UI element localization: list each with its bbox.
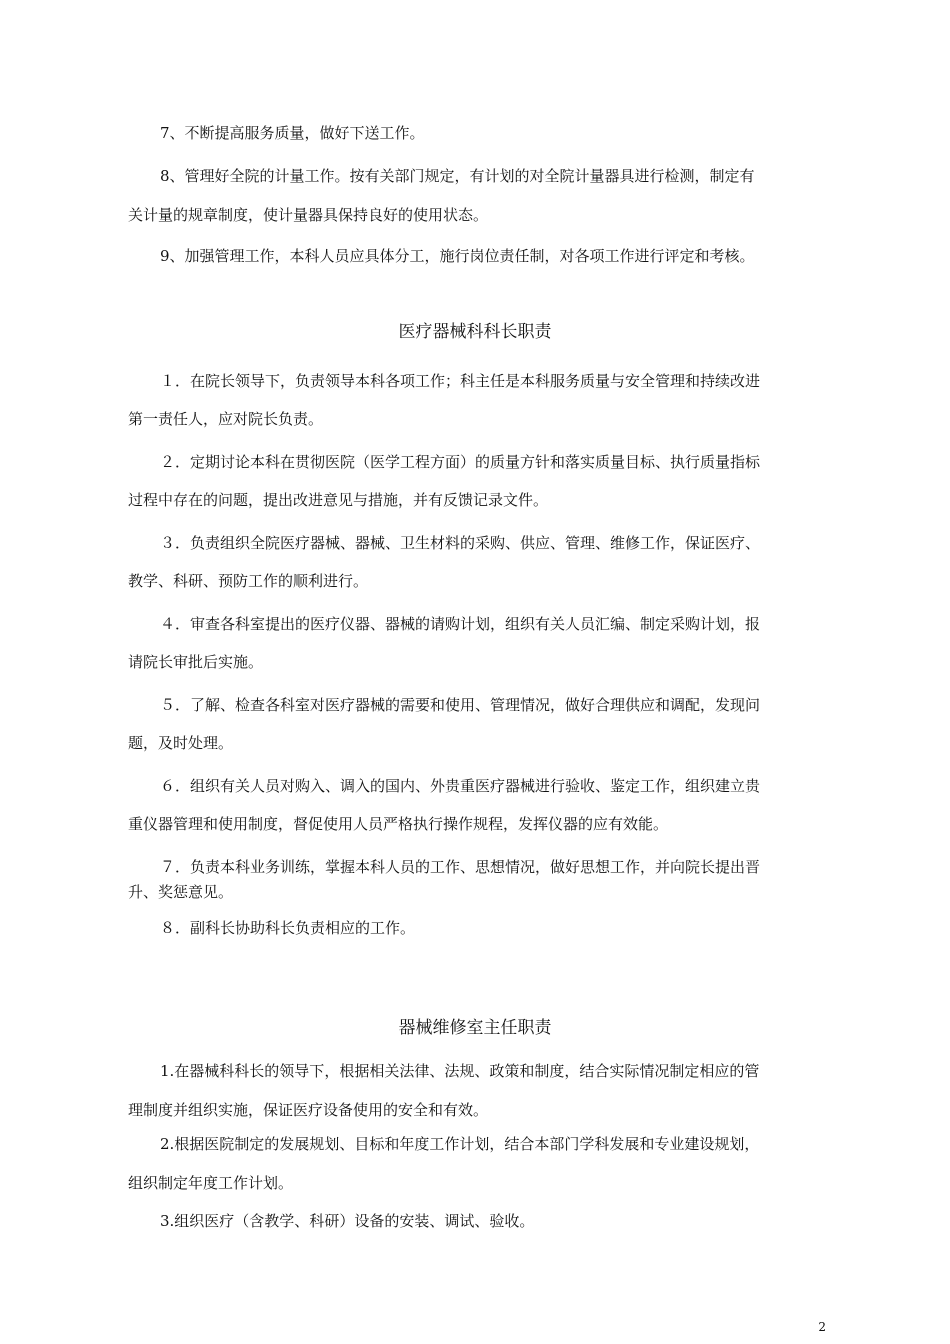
duty-1-line1: １．在院长领导下，负责领导本科各项工作；科主任是本科服务质量与安全管理和持续改进 xyxy=(160,372,761,390)
duty-7-line2: 升、奖惩意见。 xyxy=(128,883,234,901)
duty-4-line2: 请院长审批后实施。 xyxy=(128,653,264,671)
item-8-line2: 关计量的规章制度，使计量器具保持良好的使用状态。 xyxy=(128,206,489,224)
repair-duty-2-line1: 2.根据医院制定的发展规划、目标和年度工作计划，结合本部门学科发展和专业建设规划， xyxy=(160,1135,760,1153)
duty-3-line1: ３．负责组织全院医疗器械、器械、卫生材料的采购、供应、管理、维修工作，保证医疗、 xyxy=(160,534,761,552)
duty-6-line1: ６．组织有关人员对购入、调入的国内、外贵重医疗器械进行验收、鉴定工作，组织建立贵 xyxy=(160,777,761,795)
section-title-director: 医疗器械科科长职责 xyxy=(398,322,552,342)
duty-6-line2: 重仪器管理和使用制度，督促使用人员严格执行操作规程，发挥仪器的应有效能。 xyxy=(128,815,669,833)
duty-1-line2: 第一责任人，应对院长负责。 xyxy=(128,410,324,428)
repair-duty-3: 3.组织医疗（含教学、科研）设备的安装、调试、验收。 xyxy=(160,1212,535,1230)
item-7: 7、不断提高服务质量，做好下送工作。 xyxy=(160,124,425,142)
duty-8: ８．副科长协助科长负责相应的工作。 xyxy=(160,919,416,937)
duty-7-line1: ７．负责本科业务训练，掌握本科人员的工作、思想情况，做好思想工作，并向院长提出晋 xyxy=(160,858,761,876)
duty-2-line2: 过程中存在的问题，提出改进意见与措施，并有反馈记录文件。 xyxy=(128,491,549,509)
duty-5-line1: ５．了解、检查各科室对医疗器械的需要和使用、管理情况，做好合理供应和调配，发现问 xyxy=(160,696,761,714)
page-number: 2 xyxy=(818,1320,826,1334)
item-8-line1: 8、管理好全院的计量工作。按有关部门规定，有计划的对全院计量器具进行检测，制定有 xyxy=(160,167,755,185)
duty-3-line2: 教学、科研、预防工作的顺利进行。 xyxy=(128,572,369,590)
duty-5-line2: 题，及时处理。 xyxy=(128,734,234,752)
duty-4-line1: ４．审查各科室提出的医疗仪器、器械的请购计划，组织有关人员汇编、制定采购计划，报 xyxy=(160,615,761,633)
repair-duty-1-line2: 理制度并组织实施，保证医疗设备使用的安全和有效。 xyxy=(128,1101,489,1119)
item-9: 9、加强管理工作，本科人员应具体分工，施行岗位责任制，对各项工作进行评定和考核。 xyxy=(160,247,755,265)
duty-2-line1: ２．定期讨论本科在贯彻医院（医学工程方面）的质量方针和落实质量目标、执行质量指标 xyxy=(160,453,761,471)
repair-duty-2-line2: 组织制定年度工作计划。 xyxy=(128,1174,294,1192)
repair-duty-1-line1: 1.在器械科科长的领导下，根据相关法律、法规、政策和制度，结合实际情况制定相应的管 xyxy=(160,1062,760,1080)
section-title-repair-room: 器械维修室主任职责 xyxy=(398,1018,552,1038)
